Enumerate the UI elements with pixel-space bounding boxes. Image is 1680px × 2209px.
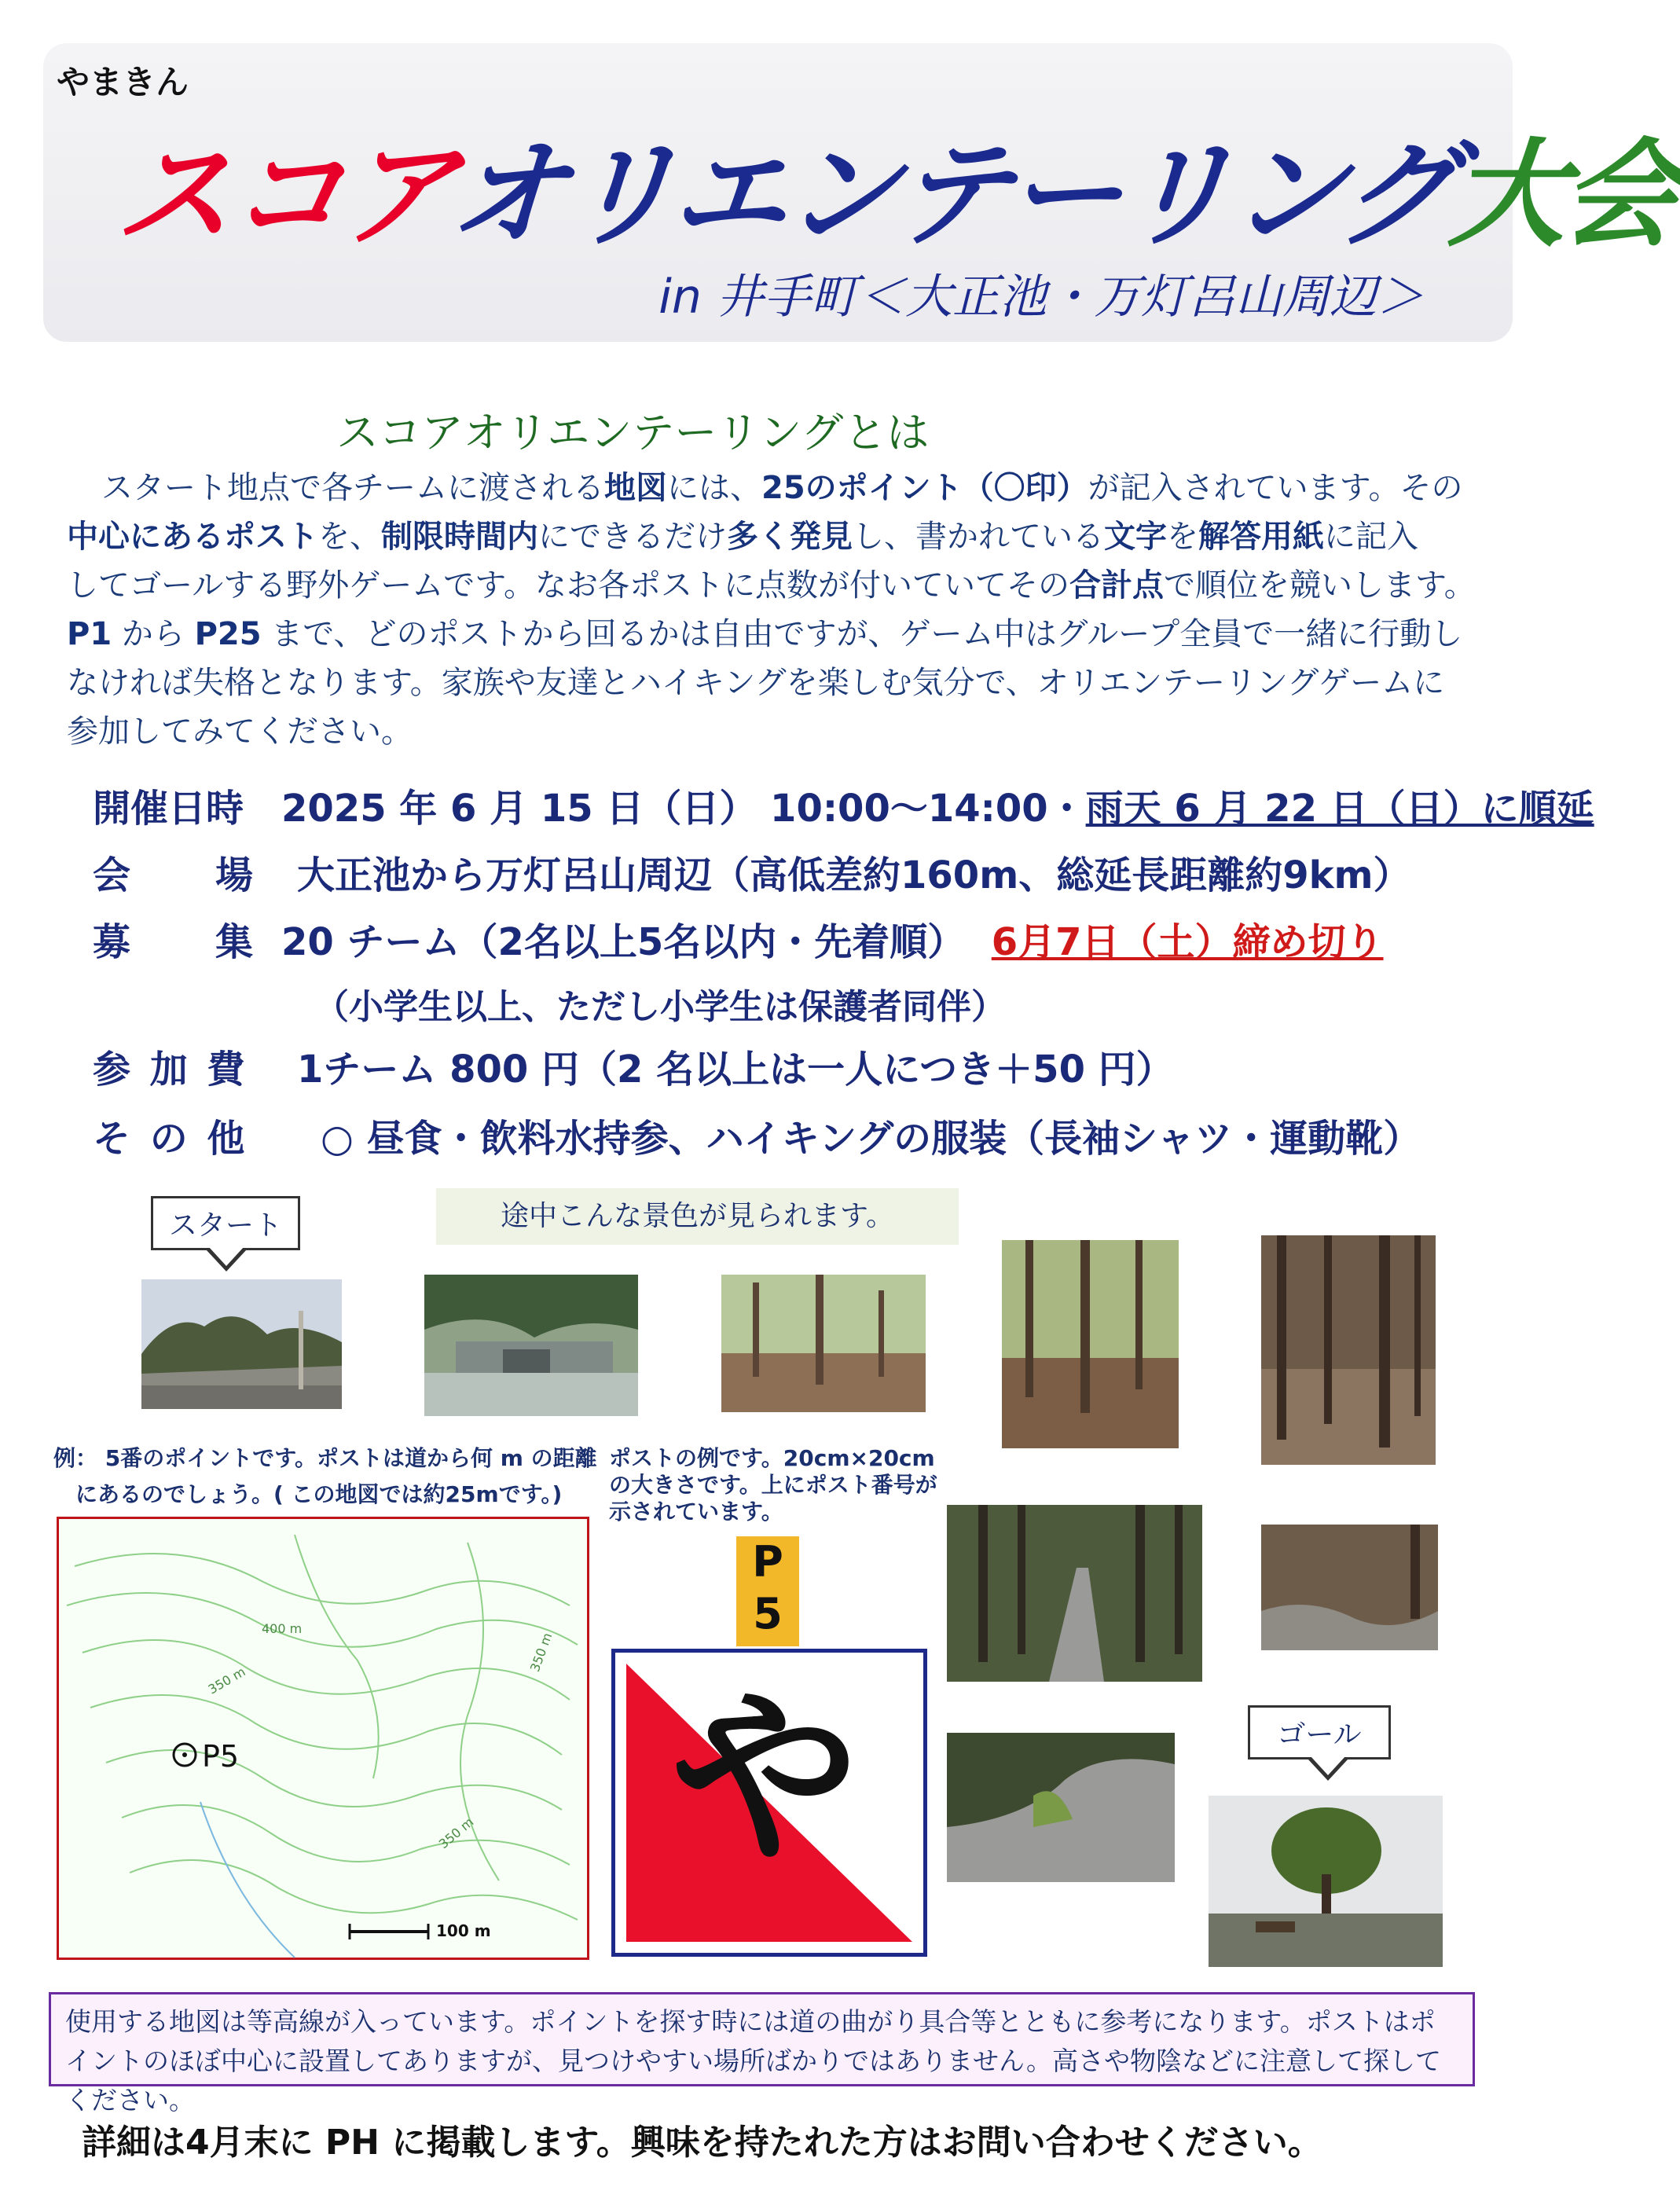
photo-goal (1209, 1796, 1443, 1967)
goal-arrow (1308, 1759, 1348, 1781)
map-caption-1: 例： 5番のポイントです。ポストは道から何 m の距離 (53, 1445, 597, 1471)
intro-line-5: なければ失格となります。家族や友達とハイキングを楽しむ気分で、オリエンテーリングゲームに (67, 665, 1445, 701)
map-point-label: P5 (202, 1739, 240, 1774)
map-caption-2: にあるのでしょう。( この地図では約25mです。) (75, 1481, 563, 1507)
info-recruit (93, 912, 1384, 966)
page-subtitle: in 井手町＜大正池・万灯呂山周辺＞ (658, 270, 1424, 325)
title-part-taikai: 大会 (1445, 127, 1678, 262)
venue-value: 大正池から万灯呂山周辺（高低差約160m、総延長距離約9km） (297, 853, 1411, 897)
recruit-note: （小学生以上、ただし小学生は保護者同伴） (314, 987, 1006, 1027)
post-tag-p: P (752, 1537, 783, 1587)
post-board (611, 1649, 927, 1957)
photo-forest-3 (1261, 1235, 1436, 1465)
start-callout: スタート (151, 1196, 300, 1250)
post-caption-2: の大きさです。上にポスト番号が (609, 1472, 937, 1498)
photo-road-curve (947, 1733, 1175, 1882)
contour-label-350a: 350 m (205, 1664, 248, 1697)
intro-line-2: 中心にあるポストを、制限時間内にできるだけ多く発見し、書かれている文字を解答用紙に記入 (67, 519, 1418, 555)
intro-line-6: 参加してみてください。 (67, 714, 413, 750)
contour-label-400: 400 m (262, 1621, 303, 1636)
post-number-tag (736, 1536, 799, 1646)
date-value: 2025 年 6 月 15 日（日） 10:00～14:00・ (281, 787, 1086, 831)
post-board-char: や (670, 1668, 860, 1888)
intro-line-1: スタート地点で各チームに渡される地図には、25のポイント（〇印）が記入されています。その (101, 470, 1463, 506)
recruit-deadline: 6月7日（土）締め切り (991, 920, 1384, 964)
other-value: ○ 昼食・飲料水持参、ハイキングの服装（長袖シャツ・運動靴） (321, 1117, 1421, 1161)
other-label: そ の 他 (93, 1117, 248, 1161)
map-scale-label: 100 m (436, 1921, 491, 1940)
notice-box: 使用する地図は等高線が入っています。ポイントを探す時には道の曲がり具合等とともに参考になります。ポストはポイントのほぼ中心に設置してありますが、見つけやすい場所ばかりではありません。高さや物陰などに注意して探してください。 (49, 1992, 1475, 2086)
scenic-caption: 途中こんな景色が見られます。 (436, 1188, 959, 1245)
photo-forest-1 (721, 1275, 926, 1412)
photo-dam (424, 1275, 638, 1416)
date-label: 開催日時 (93, 787, 244, 831)
fee-label: 参 加 費 (93, 1048, 248, 1092)
contour-map (57, 1517, 589, 1960)
goal-callout: ゴール (1248, 1705, 1391, 1759)
info-fee (93, 1039, 1174, 1093)
fee-value: 1チーム 800 円（2 名以上は一人につき＋50 円） (297, 1048, 1174, 1092)
section-heading: スコアオリエンテーリングとは (336, 408, 930, 457)
organizer-label: やまきん (57, 63, 189, 101)
start-arrow (206, 1249, 247, 1271)
photo-forest-2 (1002, 1240, 1179, 1448)
intro-line-3: してゴールする野外ゲームです。なお各ポストに点数が付いていてその合計点で順位を競いします。 (67, 567, 1476, 604)
recruit-value: 20 チーム（2名以上5名以内・先着順） (281, 920, 966, 964)
contour-label-350c: 350 m (435, 1814, 477, 1852)
info-venue (93, 845, 1411, 899)
post-caption-1: ポストの例です。20cm×20cm (609, 1445, 935, 1471)
venue-label: 会 場 (93, 853, 257, 897)
recruit-label: 募 集 (93, 920, 257, 964)
contour-label-350b: 350 m (526, 1631, 556, 1674)
date-rain: 雨天 6 月 22 日（日）に順延 (1085, 787, 1594, 831)
info-date (93, 778, 1594, 832)
title-part-score: スコア (112, 127, 456, 262)
page-title (112, 102, 1680, 269)
info-other (93, 1108, 1421, 1162)
title-part-orienteering: オリエンテーリング (446, 127, 1455, 262)
photo-road-forest (947, 1505, 1202, 1682)
photo-start (141, 1279, 342, 1409)
intro-line-4: P1 から P25 まで、どのポストから回るかは自由ですが、ゲーム中はグループ全員で一緒に行動し (67, 616, 1463, 652)
post-tag-num: 5 (753, 1589, 783, 1638)
bottom-notice: 詳細は4月末に PH に掲載します。興味を持たれた方はお問い合わせください。 (82, 2123, 1322, 2163)
intro-text (67, 464, 1481, 756)
photo-stream (1261, 1525, 1438, 1650)
post-caption-3: 示されています。 (609, 1499, 783, 1525)
